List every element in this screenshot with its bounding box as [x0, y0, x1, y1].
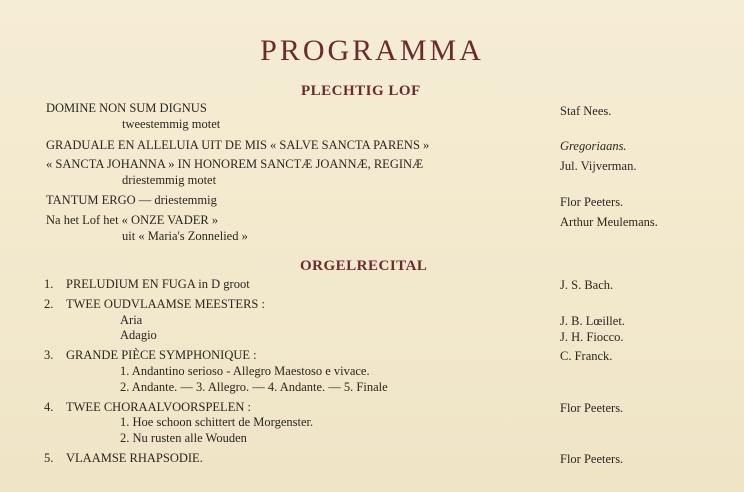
section-heading-plechtig-lof: PLECHTIG LOF [301, 83, 421, 99]
program-item-title: GRANDE PIÈCE SYMPHONIQUE : [66, 348, 257, 362]
composer-name: Gregoriaans. [560, 139, 627, 153]
section-heading-orgelrecital: ORGELRECITAL [300, 258, 428, 274]
program-item-subtitle: 1. Andantino serioso - Allegro Maestoso e vivace. [120, 364, 370, 378]
composer-name: Flor Peeters. [560, 195, 624, 209]
program-item-subtitle: Aria [120, 313, 143, 327]
page-title: PROGRAMMA [260, 34, 484, 67]
composer-name: Jul. Vijverman. [560, 159, 637, 173]
program-item-title: VLAAMSE RHAPSODIE. [66, 451, 203, 465]
program-item-subtitle: driestemmig motet [122, 173, 217, 187]
program-item-title: TWEE OUDVLAAMSE MEESTERS : [66, 297, 265, 311]
program-item-subtitle: 2. Nu rusten alle Wouden [120, 431, 247, 445]
program-item-subtitle: Adagio [120, 328, 157, 342]
program-item-subtitle: 1. Hoe schoon schittert de Morgenster. [120, 415, 314, 429]
composer-name: J. H. Fiocco. [560, 330, 624, 344]
composer-name: Staf Nees. [560, 104, 612, 118]
program-item-subtitle: uit « Maria's Zonnelied » [122, 229, 248, 243]
program-item-title: TANTUM ERGO — driestemmig [46, 193, 217, 207]
composer-name: Flor Peeters. [560, 452, 624, 466]
program-item-subtitle: 2. Andante. — 3. Allegro. — 4. Andante. — 5. Finale [120, 380, 388, 394]
item-number: 3. [44, 348, 54, 362]
composer-name: C. Franck. [560, 349, 613, 363]
composer-name: Arthur Meulemans. [560, 215, 658, 229]
item-number: 2. [44, 297, 54, 311]
composer-name: J. B. Lœillet. [560, 314, 625, 328]
item-number: 4. [44, 400, 54, 414]
program-item-subtitle: tweestemmig motet [122, 117, 221, 131]
program-item-title: GRADUALE EN ALLELUIA UIT DE MIS « SALVE SANCTA PARENS » [46, 138, 430, 152]
program-item-title: Na het Lof het « ONZE VADER » [46, 213, 219, 227]
item-number: 1. [44, 277, 54, 291]
program-item-title: PRELUDIUM EN FUGA in D groot [66, 277, 250, 291]
composer-name: J. S. Bach. [560, 278, 614, 292]
program-item-title: TWEE CHORAALVOORSPELEN : [66, 400, 251, 414]
program-item-title: « SANCTA JOHANNA » IN HONOREM SANCTÆ JOANNÆ, REGINÆ [46, 157, 424, 171]
program-item-title: DOMINE NON SUM DIGNUS [46, 101, 207, 115]
composer-name: Flor Peeters. [560, 401, 624, 415]
item-number: 5. [44, 451, 54, 465]
